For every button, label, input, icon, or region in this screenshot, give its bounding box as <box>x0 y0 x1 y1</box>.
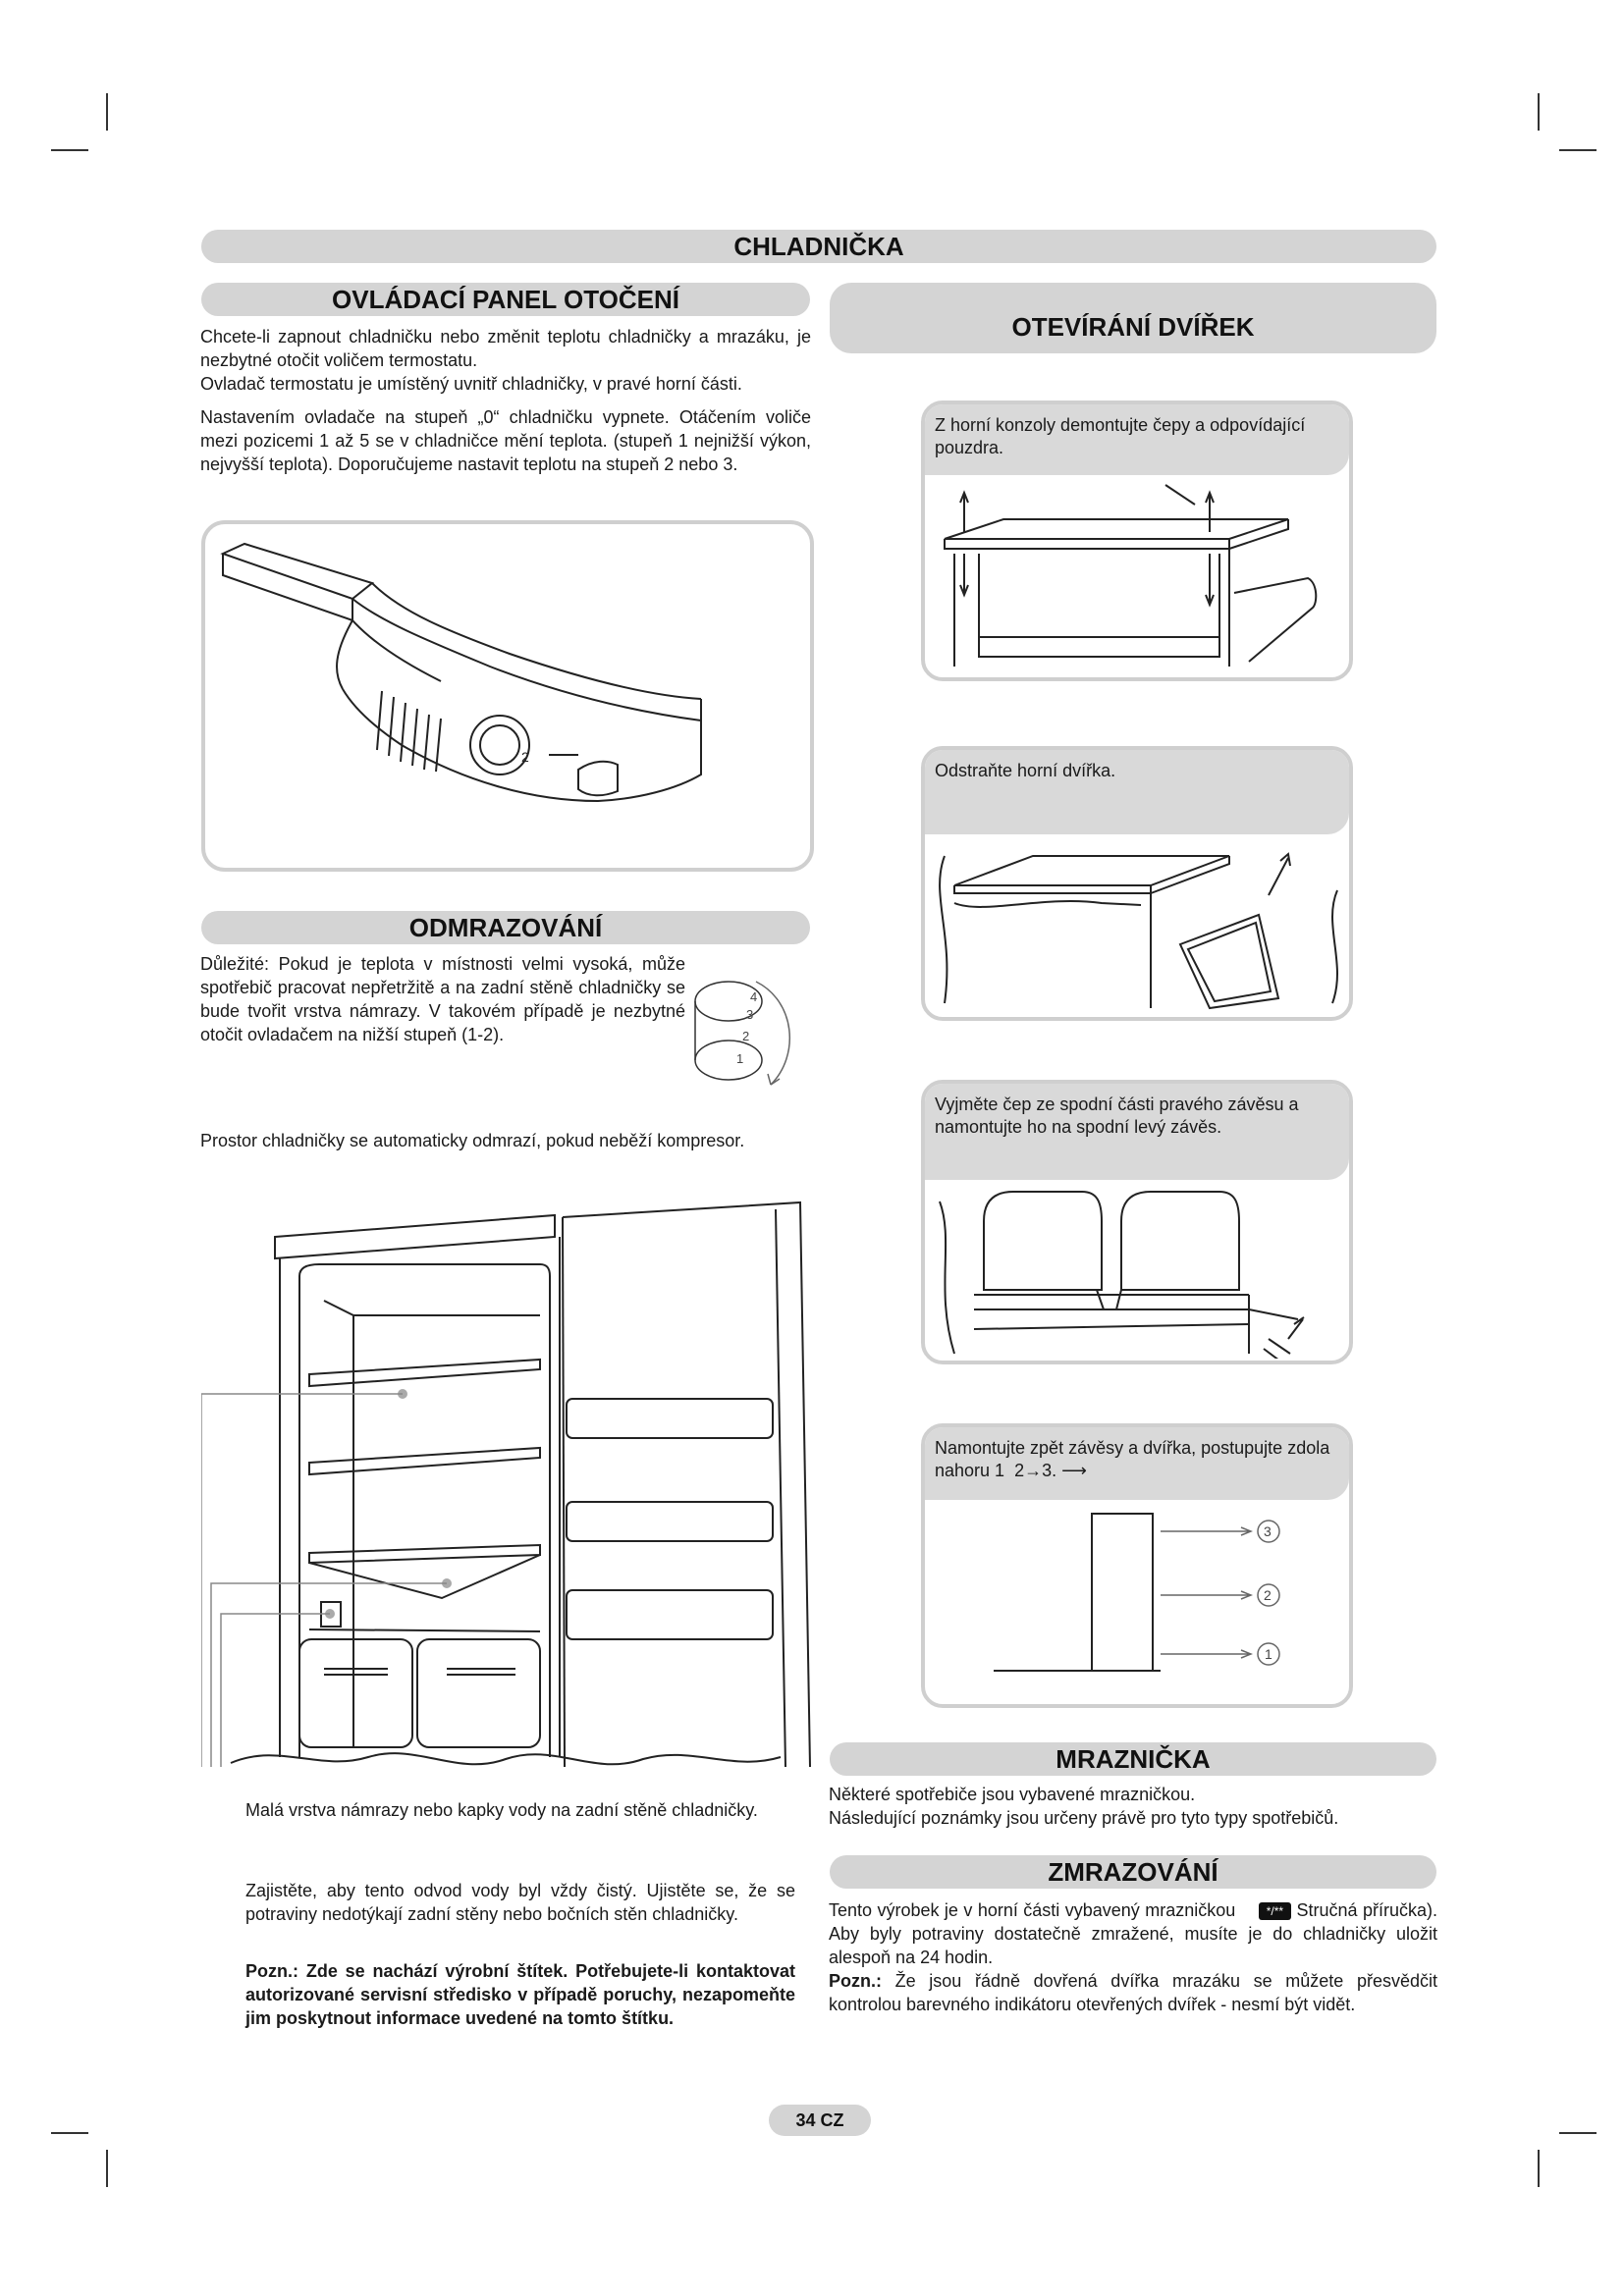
top-door-removal-drawing <box>925 836 1349 1013</box>
reassembly-drawing <box>925 1502 1349 1698</box>
thermostat-dial-number: 2 <box>521 749 529 765</box>
sequence-step: 3. <box>1042 1461 1057 1480</box>
door-step-2 <box>921 746 1353 1021</box>
defrost-auto-text: Prostor chladničky se automaticky odmrazí, pokud neběží kompresor. <box>200 1131 745 1150</box>
dial-label: 2 <box>742 1029 750 1043</box>
crop-mark <box>1538 93 1540 131</box>
arrow-right-icon: ⟶ <box>1061 1461 1087 1480</box>
door-step-3 <box>921 1080 1353 1364</box>
freezing-p1b: Stručná příručka). Aby byly potraviny dostatečně zmražené, musíte je do chladničky uložit alespoň na 24 hodin. <box>829 1900 1437 1967</box>
door-step-4-text: Namontujte zpět závěsy a dvířka, postupujte zdola nahoru 1 <box>935 1438 1330 1480</box>
crop-mark <box>51 2132 88 2134</box>
bottom-hinge-drawing <box>925 1182 1349 1359</box>
control-panel-heading: OVLÁDACÍ PANEL OTOČENÍ <box>201 283 810 316</box>
control-panel-text <box>200 325 811 476</box>
defrost-bullet: Zajistěte, aby tento odvod vody byl vždy čistý. Ujistěte se, že se potraviny nedotýkají zadní stěny nebo bočních stěn chladničky. <box>245 1881 795 1924</box>
defrost-heading: ODMRAZOVÁNÍ <box>201 911 810 944</box>
page-number: 34 CZ <box>769 2105 871 2136</box>
step-marker: 3 <box>1264 1523 1272 1539</box>
freezer-p2: Následující poznámky jsou určeny právě pro tyto typy spotřebičů. <box>829 1808 1339 1828</box>
freezer-star-badge: */** <box>1259 1902 1291 1920</box>
arrow-right-icon: → <box>1024 1461 1043 1480</box>
crop-mark <box>106 2150 108 2187</box>
crop-mark <box>1538 2150 1540 2187</box>
control-panel-p1b: Ovladač termostatu je umístěný uvnitř chladničky, v pravé horní části. <box>200 374 742 394</box>
crop-mark <box>51 149 88 151</box>
freezing-note-label: Pozn.: <box>829 1971 882 1991</box>
freezing-text <box>829 1898 1437 2016</box>
door-step-caption <box>925 1427 1349 1500</box>
step-marker: 1 <box>1265 1646 1272 1662</box>
freezing-heading: ZMRAZOVÁNÍ <box>830 1855 1436 1889</box>
dial-label: 4 <box>750 989 758 1004</box>
dial-label: 1 <box>736 1051 744 1066</box>
control-panel-p2: Nastavením ovladače na stupeň „0“ chladničku vypnete. Otáčením voliče mezi pozicemi 1 až 5 se v chladničce mění teplota. (stupeň 1 nejnižší výkon, nejvyšší teplota). Doporučujeme nastavit teplotu na stupeň 2 nebo 3. <box>200 407 811 474</box>
door-step-caption: Vyjměte čep ze spodní části pravého závěsu a namontujte ho na spodní levý závěs. <box>925 1084 1349 1180</box>
freezer-text <box>829 1783 1437 1830</box>
main-title: CHLADNIČKA <box>201 230 1436 263</box>
freezer-heading: MRAZNIČKA <box>830 1742 1436 1776</box>
sequence-step: 2 <box>1014 1461 1025 1480</box>
door-step-1 <box>921 400 1353 681</box>
dial-label: 3 <box>746 1007 754 1022</box>
control-panel-p1: Chcete-li zapnout chladničku nebo změnit teplotu chladničky a mrazáku, je nezbytné otočit voličem termostatu. <box>200 327 811 370</box>
defrost-bullet: Malá vrstva námrazy nebo kapky vody na zadní stěně chladničky. <box>245 1800 758 1820</box>
rating-label-note: Pozn.: Zde se nachází výrobní štítek. Potřebujete-li kontaktovat autorizované servisní středisko v případě poruchy, nezapomeňte jim poskytnout informace uvedené na tomto štítku. <box>245 1961 795 2028</box>
crop-mark <box>1559 2132 1597 2134</box>
freezer-p1: Některé spotřebiče jsou vybavené mrazničkou. <box>829 1785 1196 1804</box>
door-step-caption: Odstraňte horní dvířka. <box>925 750 1349 834</box>
freezing-p1: Tento výrobek je v horní části vybavený mrazničkou <box>829 1900 1236 1920</box>
crop-mark <box>106 93 108 131</box>
thermostat-illustration <box>201 520 814 872</box>
crop-mark <box>1559 149 1597 151</box>
freezing-note-text: Že jsou řádně dovřená dvířka mrazáku se můžete přesvědčit kontrolou barevného indikátoru otevřených dvířek - nesmí být vidět. <box>829 1971 1437 2014</box>
thermostat-drawing <box>205 524 810 868</box>
door-step-4 <box>921 1423 1353 1708</box>
fridge-interior-drawing <box>201 1178 830 1767</box>
defrost-dial-drawing <box>677 972 805 1090</box>
defrost-text: Důležité: Pokud je teplota v místnosti velmi vysoká, může spotřebič pracovat nepřetržitě a na zadní stěně chladničky se bude tvořit vrstva námrazy. V takovém případě je nezbytné otočit ovladačem na nižší stupeň (1-2). <box>200 954 685 1044</box>
hinge-removal-drawing <box>925 475 1349 671</box>
door-step-caption: Z horní konzoly demontujte čepy a odpovídající pouzdra. <box>925 404 1349 475</box>
door-heading: OTEVÍRÁNÍ DVÍŘEK <box>830 283 1436 353</box>
step-marker: 2 <box>1264 1587 1272 1603</box>
